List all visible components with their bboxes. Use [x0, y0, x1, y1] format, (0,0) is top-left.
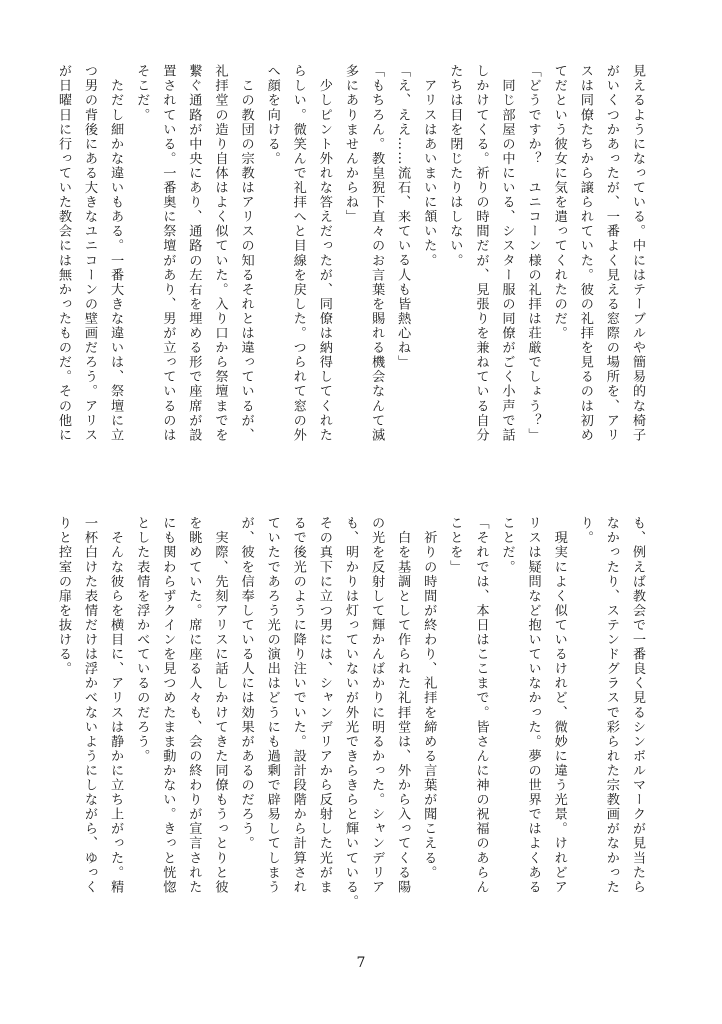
text-line: てだという彼女に気を遣ってくれたのだ。	[551, 64, 567, 341]
text-line: るで後光のように降り注いでいた。設計段階から計算され	[290, 516, 306, 895]
text-line: も、例えば教会で一番良く見るシンボルマークが見当たら	[630, 516, 645, 895]
text-line: ことを」	[447, 516, 463, 575]
text-line: なかったり、ステンドグラスで彩られた宗教画がなかった	[603, 516, 619, 895]
text-line: とした表情を浮かべているのだろう。	[134, 516, 150, 764]
text-line: 白を基調として作られた礼拝堂は、外から入ってくる陽	[395, 516, 411, 895]
text-line: しかけてくる。祈りの時間だが、見張りを兼ねている自分	[473, 64, 489, 443]
text-line: が、彼を信奉している人には効果があるのだろう。	[238, 516, 254, 851]
upper-text-block	[55, 64, 650, 500]
text-line: 「もちろん。教皇猊下直々のお言葉を賜れる機会なんて滅	[369, 64, 385, 443]
text-line: が日曜日に行っていた教会には無かったものだ。その他に	[55, 64, 71, 443]
text-line: ただし細かな違いもある。一番大きな違いは、祭壇に立	[108, 64, 124, 443]
text-line: 礼拝堂の造り自体はよく似ていた。入り口から祭壇までを	[212, 64, 228, 443]
text-line: り。	[577, 516, 593, 546]
text-line: この教団の宗教はアリスの知るそれとは違っているが、	[238, 64, 254, 443]
text-line: スは同僚たちから譲られていた。彼の礼拝を見るのは初め	[577, 64, 593, 443]
text-line: 同じ部屋の中にいる、シスター服の同僚がごく小声で話	[499, 64, 515, 443]
text-line: へ顔を向ける。	[264, 64, 280, 166]
text-line: 少しピント外れな答えだったが、同僚は納得してくれた	[316, 64, 332, 443]
text-line: りと控室の扉を抜ける。	[55, 516, 71, 677]
text-line: 「どうですか？ ユニコーン様の礼拝は荘厳でしょう？」	[525, 64, 541, 443]
text-line: がいくつかあったが、一番よく見える窓際の場所を、アリ	[603, 64, 619, 443]
text-line: 置されている。一番奥に祭壇があり、男が立っているのは	[160, 64, 176, 443]
text-line: 祈りの時間が終わり、礼拝を締める言葉が聞こえる。	[421, 516, 437, 880]
text-line: 繋ぐ通路が中央にあり、通路の左右を埋める形で座席が設	[186, 64, 202, 443]
text-line: の光を反射して輝かんばかりに明るかった。シャンデリア	[369, 516, 385, 895]
text-line: にも関わらずクインを見つめたまま動かない。きっと恍惚	[160, 516, 176, 895]
page-number: 7	[356, 955, 366, 971]
text-line: つ男の背後にある大きなユニコーンの壁画だろう。アリス	[82, 64, 98, 443]
text-line: そんな彼らを横目に、アリスは静かに立ち上がった。精	[108, 516, 124, 895]
text-line: 現実によく似ているけれど、微妙に違う光景。けれどア	[551, 516, 567, 895]
text-line: ていたであろう光の演出はどうにも過剰で辟易してしまう	[264, 516, 280, 895]
lower-text-block	[55, 516, 650, 948]
text-line: リスは疑問など抱いていなかった。夢の世界ではよくある	[525, 516, 541, 895]
text-line: その真下に立つ男には、シャンデリアから反射した光がま	[316, 516, 332, 895]
text-line: 「え、ええ……流石、来ている人も皆熱心ね」	[395, 64, 411, 370]
text-line: 一杯白けた表情だけは浮かべないようにしながら、ゆっく	[82, 516, 98, 895]
text-line: アリスはあいまいに頷いた。	[421, 64, 437, 268]
text-line: らしい。微笑んで礼拝へと目線を戻した。つられて窓の外	[290, 64, 306, 443]
text-line: たちは目を閉じたりはしない。	[447, 64, 463, 268]
text-line: ことだ。	[499, 516, 515, 575]
text-line: 多にありませんからね」	[342, 64, 358, 225]
text-line: も、明かりは灯っていないが外光できらきらと輝いている。	[342, 516, 358, 909]
text-line: 実際、先刻アリスに話しかけてきた同僚もうっとりと彼	[212, 516, 228, 895]
text-line: 「それでは、本日はここまで。皆さんに神の祝福のあらん	[473, 516, 489, 895]
text-line: そこだ。	[134, 64, 150, 123]
text-line: を眺めていた。席に座る人々も、会の終わりが宣言された	[186, 516, 202, 895]
text-line: 見えるようになっている。中にはテーブルや簡易的な椅子	[630, 64, 645, 443]
